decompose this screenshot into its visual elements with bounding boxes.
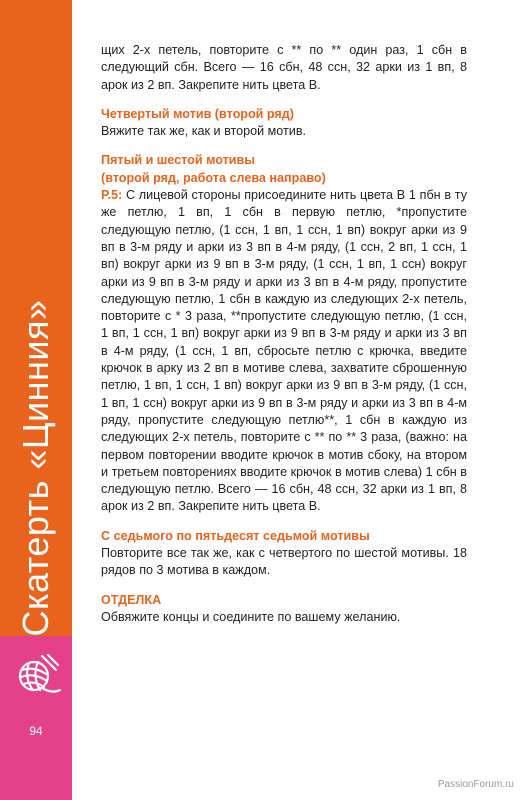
intro-paragraph: щих 2-х петель, повторите с ** по ** один раз, 1 сбн в следующий сбн. Всего — 16 сбн, 48 ссн, 32 арки из 1 вп, 8 арок из 2 вп. Закрепите нить цвета В.	[101, 43, 467, 92]
section-4-text: Вяжите так же, как и второй мотив.	[101, 124, 307, 139]
sidebar-pink-block	[0, 636, 72, 800]
row-5-instructions: С лицевой стороны присоедините нить цвета В 1 пбн в ту же петлю, 1 вп, 1 сбн в первую петлю, *пропустите следующую петлю, (1 ссн, 1 вп, 1 ссн, 1 вп) вокруг арки из 9 вп в 3-м ряду и арки из 3 вп в 4-м ряду, (1 ссн, 2 вп, 1 ссн, 1 вп) вокруг арки из 9 вп в 3-м ряду, (1 ссн, 1 вп, 1 ссн) вокруг арки из 9 вп в 3-м ряду и арки из 3 вп в 4-м ряду, пропустите следующую петлю, 1 сбн в каждую из следующих 2-х петель, повторите с * 3 раза, **пропустите следующую петлю, (1 ссн, 1 вп, 1 ссн, 1 вп) вокруг арки из 9 вп в 3-м ряду и арки из 3 вп в 4-м ряду, (1 ссн, 1 вп, сбросьте петлю с крючка, введите крючок в арку из 2 вп в мотиве слева, захватите сброшенную петлю, 1 вп, 1 ссн, 1 вп) вокруг арки из 9 вп в 3-м ряду, (1 ссн, 1 вп, 1 ссн) вокруг арки из 9 вп в 3-м ряду и арки из 3 вп в 4-м ряду, пропустите следующую петлю**, 1 сбн в каждую из следующих 2-х петель, повторите с ** по ** 3 раза, (важно: на первом повторении вводите крючок в мотив сбоку, на втором и третьем повторениях вводите крючок в мотив слева) 1 сбн в следующую петлю. Всего — 16 сбн, 48 ссн, 32 арки из 1 вп, 8 арок из 2 вп. Закрепите нить цвета В.	[101, 188, 467, 514]
section-5-6-text	[101, 187, 467, 516]
finishing-heading: ОТДЕЛКА	[101, 592, 162, 607]
section-4-heading: Четвертый мотив (второй ряд)	[101, 106, 294, 121]
row-label: Р.5:	[101, 188, 123, 203]
section-5-6-heading-line2: (второй ряд, работа слева направо)	[101, 170, 326, 185]
sidebar-title: Скатерть «Цинния»	[15, 299, 56, 637]
section-7-57-text: Повторите все так же, как с четвертого по шестой мотивы. 18 рядов по 3 мотива в каждом.	[101, 546, 467, 578]
page-number: 94	[29, 724, 43, 738]
section-5-6-heading	[101, 152, 467, 187]
section-7-57-heading: С седьмого по пятьдесят седьмой мотивы	[101, 528, 370, 543]
watermark: PassionForum.ru	[437, 779, 514, 790]
document-body	[101, 42, 467, 626]
finishing-text: Обвяжите концы и соедините по вашему желанию.	[101, 609, 401, 624]
yarn-ball-icon	[12, 652, 62, 698]
section-5-6-heading-line1: Пятый и шестой мотивы	[101, 153, 256, 168]
